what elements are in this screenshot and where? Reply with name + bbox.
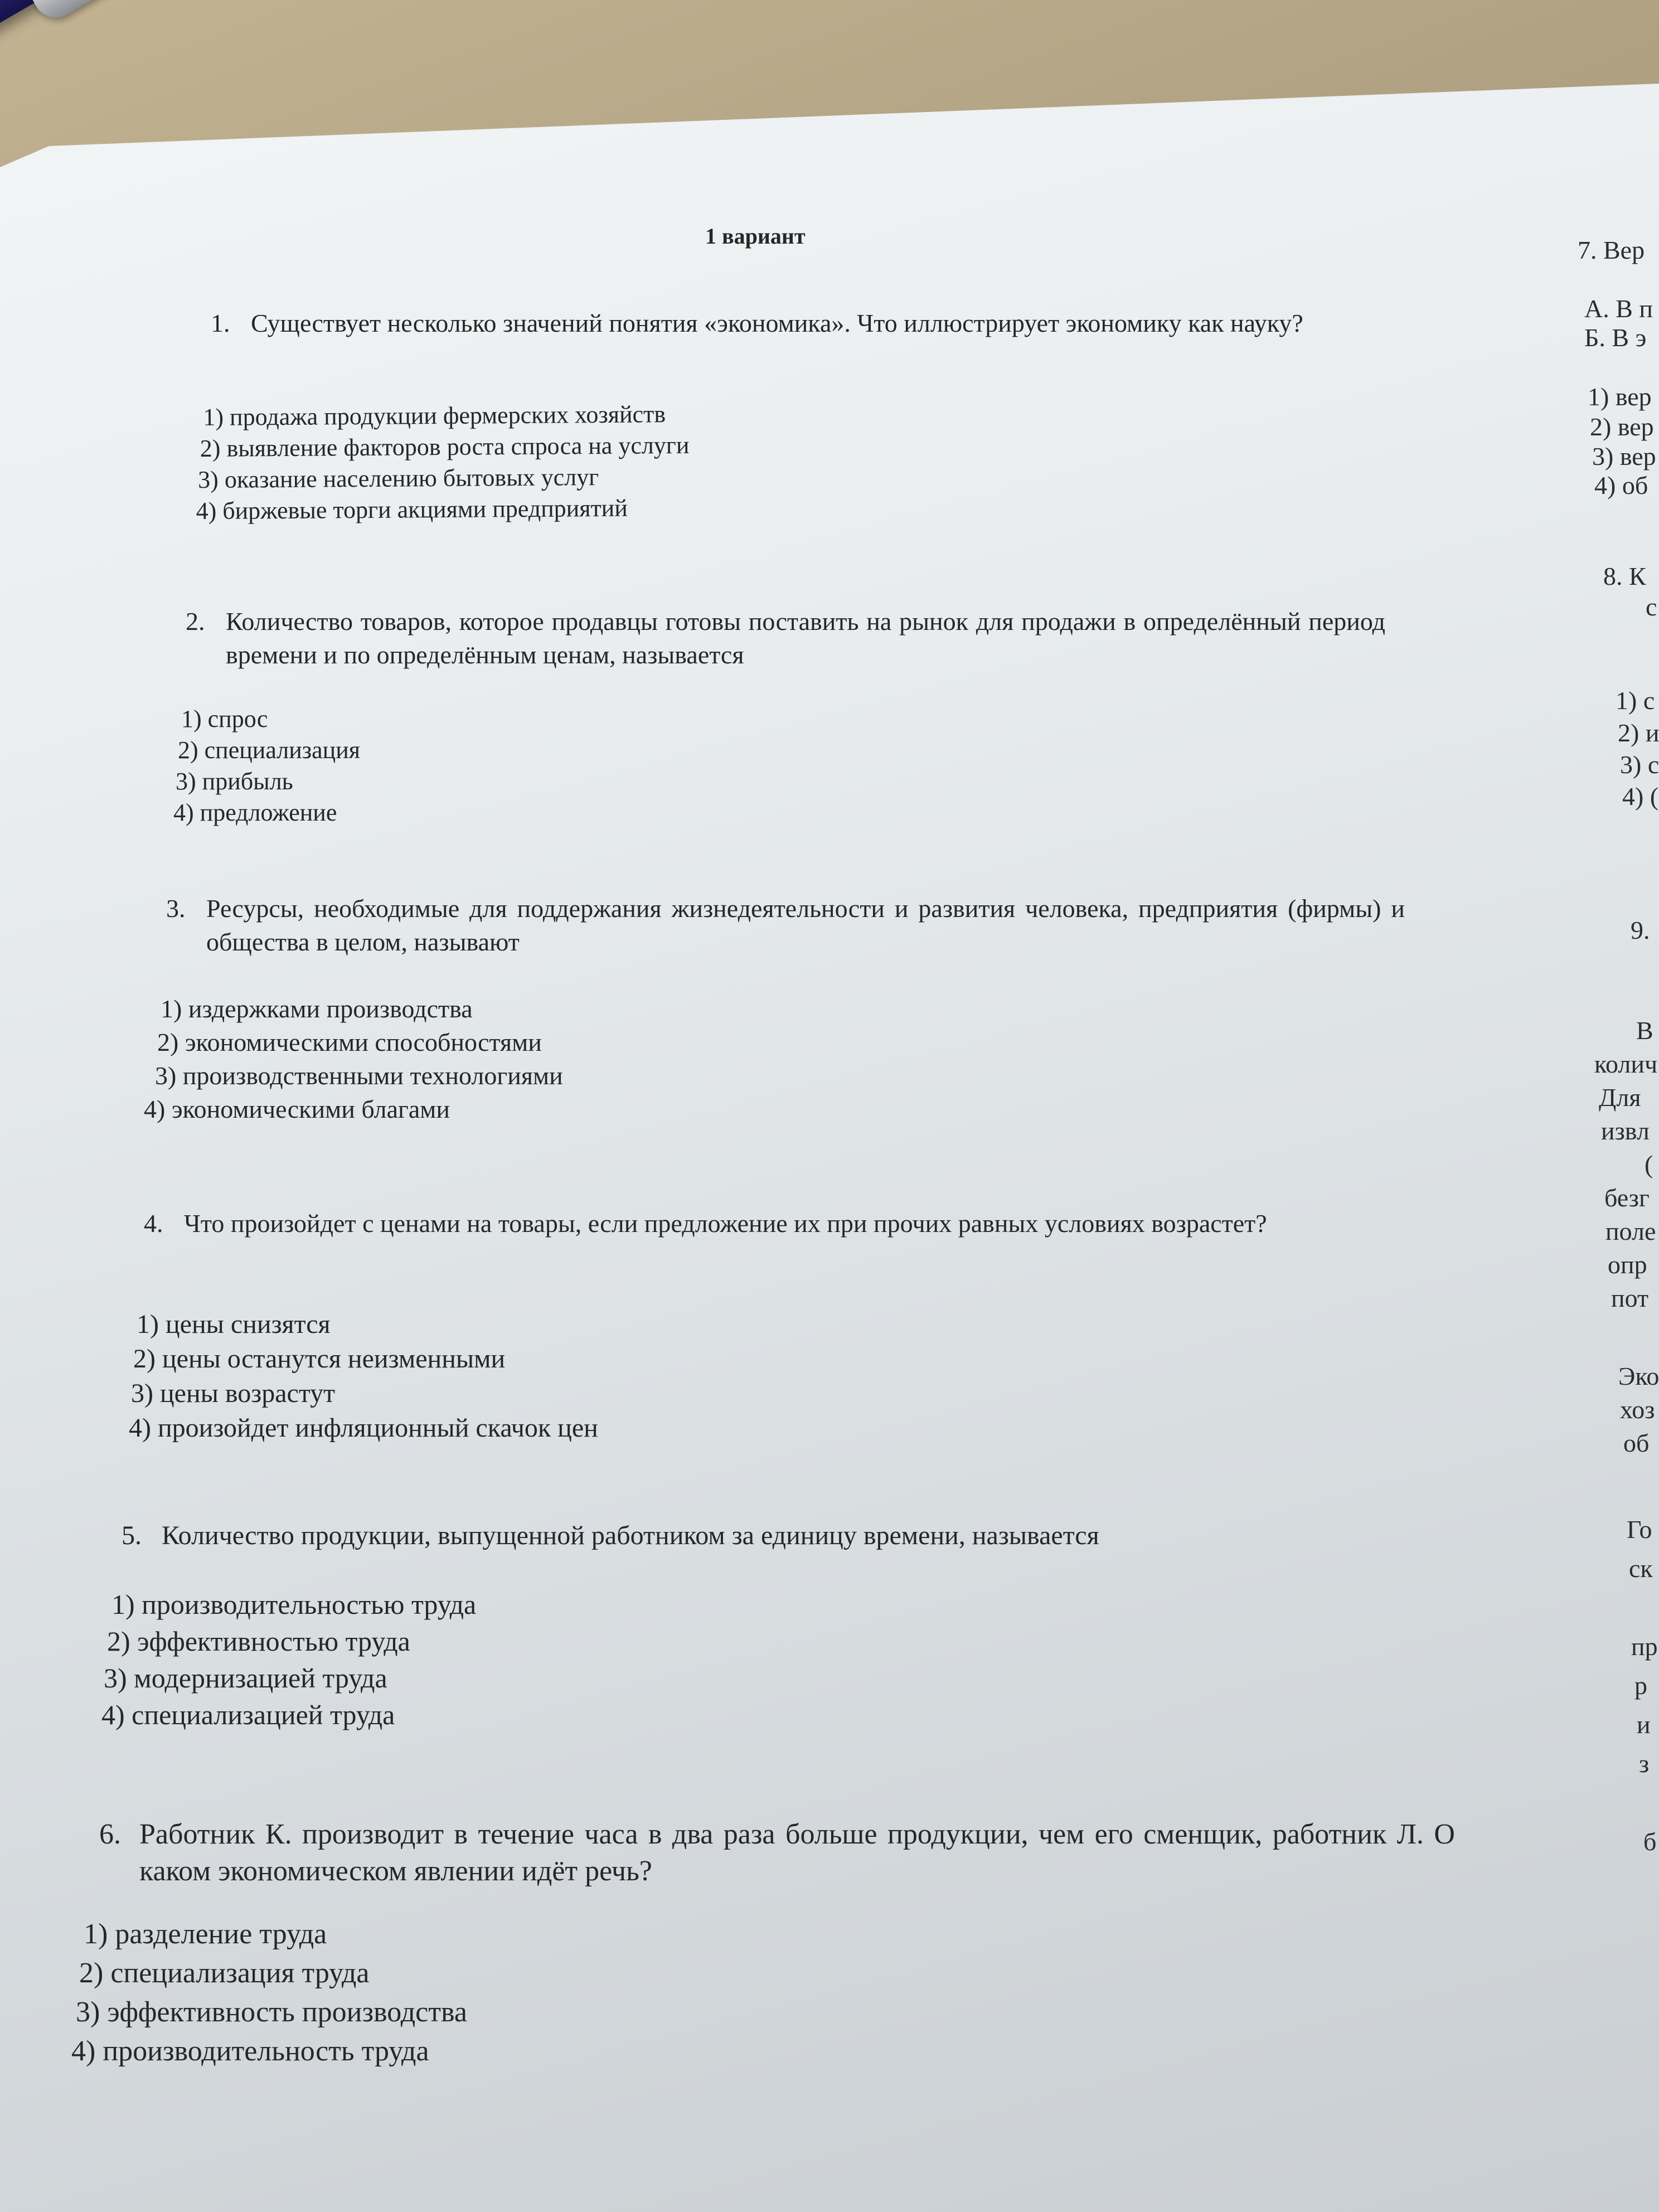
question-text: Существует несколько значений понятия «экономика». Что иллюстрирует экономику как науку?	[251, 309, 1303, 337]
option: 3) цены возрастут	[131, 1379, 336, 1408]
options-3	[144, 992, 563, 1126]
option: 2) специализация труда	[79, 1957, 370, 1989]
right-fragment: с	[1646, 593, 1657, 621]
right-fragment: 2) и	[1618, 719, 1659, 747]
question-number: 6.	[99, 1818, 121, 1850]
option: 1) продажа продукции фермерских хозяйств	[203, 400, 666, 431]
option: 3) модернизацией труда	[104, 1662, 387, 1694]
question-3	[166, 892, 1405, 959]
options-1	[196, 399, 690, 527]
right-fragment: 4) (	[1622, 782, 1659, 811]
right-fragment: 3) вер	[1592, 442, 1656, 470]
option: 3) оказание населению бытовых услуг	[198, 463, 599, 494]
question-1	[211, 307, 1371, 340]
right-fragment: (	[1645, 1150, 1653, 1178]
option: 4) биржевые торги акциями предприятий	[196, 494, 628, 525]
right-fragment: А. В п	[1584, 294, 1653, 323]
option: 4) предложение	[173, 799, 337, 826]
question-text: Работник К. производит в течение часа в два раза больше продукции, чем его сменщик, работник Л. О каком экономическом явлении идёт речь?	[139, 1818, 1455, 1887]
right-fragment: 3) с	[1620, 750, 1659, 779]
question-4	[144, 1207, 1422, 1240]
question-text: Ресурсы, необходимые для поддержания жизнедеятельности и развития человека, предприятия (фирмы) и общества в целом, называют	[206, 894, 1405, 956]
option: 2) специализация	[178, 736, 361, 764]
question-text: Количество продукции, выпущенной работником за единицу времени, называется	[162, 1521, 1099, 1550]
right-fragment: об	[1623, 1429, 1650, 1457]
option: 1) производительностью труда	[111, 1589, 477, 1620]
right-fragment: В	[1636, 1016, 1653, 1045]
option: 3) прибыль	[176, 768, 293, 795]
option: 2) экономическими способностями	[157, 1028, 542, 1056]
right-fragment: опр	[1608, 1250, 1647, 1279]
option: 2) эффективностью труда	[107, 1626, 410, 1657]
right-fragment: з	[1639, 1749, 1650, 1778]
option: 3) производственными технологиями	[155, 1061, 563, 1090]
variant-title: 1 вариант	[705, 224, 806, 249]
right-fragment: 1) с	[1616, 686, 1655, 715]
right-fragment: поле	[1605, 1217, 1656, 1245]
question-number: 2.	[186, 607, 205, 636]
question-number: 3.	[166, 894, 186, 923]
option: 1) цены снизятся	[137, 1309, 331, 1339]
right-fragment: 4) об	[1594, 471, 1648, 499]
right-fragment: Эко	[1618, 1362, 1659, 1390]
question-text: Что произойдет с ценами на товары, если предложение их при прочих равных условиях возрастет?	[184, 1209, 1267, 1238]
right-fragment: пот	[1611, 1284, 1649, 1312]
question-6	[99, 1816, 1455, 1890]
right-fragment: 2) вер	[1590, 413, 1654, 441]
question-2	[186, 605, 1385, 672]
right-fragment: 7. Вер	[1578, 236, 1645, 264]
option: 4) специализацией труда	[101, 1699, 395, 1730]
right-fragment: б	[1643, 1827, 1657, 1856]
option: 1) издержками производства	[161, 995, 473, 1023]
right-fragment: 8. К	[1603, 562, 1646, 590]
option: 1) спрос	[181, 705, 268, 733]
option: 4) экономическими благами	[144, 1095, 450, 1123]
right-fragment: и	[1637, 1710, 1651, 1739]
question-number: 1.	[211, 309, 230, 337]
option: 1) разделение труда	[84, 1918, 327, 1950]
right-fragment: 1) вер	[1588, 382, 1652, 411]
right-fragment: Го	[1627, 1515, 1652, 1544]
option: 3) эффективность производства	[76, 1996, 467, 2028]
question-number: 4.	[144, 1209, 163, 1238]
option: 2) цены останутся неизменными	[133, 1344, 506, 1374]
question-number: 5.	[122, 1521, 142, 1550]
right-fragment: р	[1634, 1671, 1647, 1700]
question-5	[122, 1519, 1444, 1553]
option: 4) произойдет инфляционный скачок цен	[129, 1413, 598, 1443]
right-fragment: хоз	[1620, 1395, 1655, 1424]
option: 4) производительность труда	[71, 2035, 429, 2067]
options-6	[71, 1915, 467, 2071]
right-fragment: Для	[1599, 1083, 1641, 1112]
right-fragment: 9.	[1631, 916, 1650, 944]
question-text: Количество товаров, которое продавцы готовы поставить на рынок для продажи в определённый период времени и по определённым ценам, называется	[226, 607, 1385, 669]
options-4	[129, 1307, 598, 1445]
right-fragment: Б. В э	[1584, 323, 1647, 352]
options-5	[101, 1586, 477, 1733]
right-fragment: безг	[1604, 1183, 1650, 1212]
right-fragment: ск	[1629, 1554, 1653, 1583]
right-fragment: колич	[1594, 1050, 1658, 1078]
right-fragment: пр	[1631, 1632, 1658, 1661]
right-fragment: извл	[1601, 1117, 1650, 1145]
option: 2) выявление факторов роста спроса на услуги	[200, 431, 690, 463]
options-2	[173, 704, 361, 828]
